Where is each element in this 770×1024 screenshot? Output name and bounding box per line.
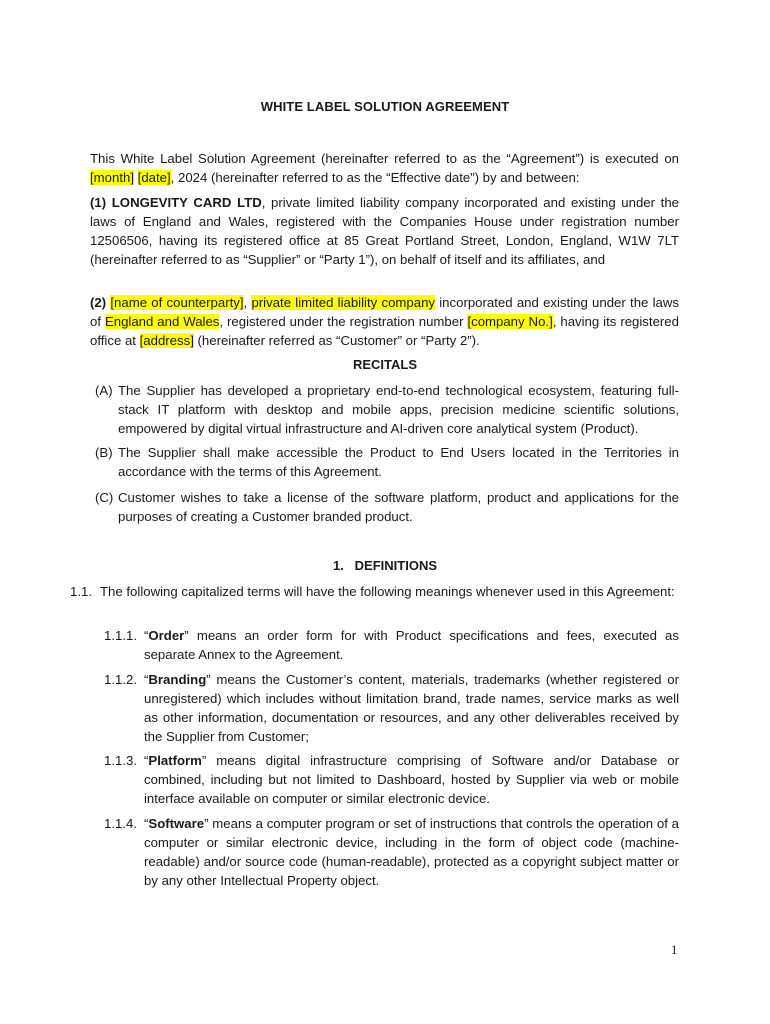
definition-text-block <box>104 626 679 664</box>
definition-term: Platform <box>148 753 202 768</box>
party-2-paragraph <box>90 293 679 350</box>
definition-text: ” means a computer program or set of instructions that controls the operation of a computer or similar electronic device, including in the form of object code (machine-readable) and/or source code (human-readable), protected as a copyright subject matter or by any other Intellectual Property object. <box>144 816 679 888</box>
intro-paragraph <box>90 149 679 187</box>
definition-text-block <box>104 670 679 746</box>
clause-1-1 <box>70 582 679 601</box>
definition-text: ” means digital infrastructure comprising of Software and/or Database or combined, including but not limited to Dashboard, hosted by Supplier via web or mobile interface available on computer or similar electronic device. <box>144 753 679 806</box>
intro-text-1: This White Label Solution Agreement (hereinafter referred to as the “Agreement”) is executed on <box>90 151 679 166</box>
page-number: 1 <box>671 942 678 957</box>
definition-number: 1.1.1. <box>104 628 137 643</box>
definition-text: ” means the Customer’s content, materials, trademarks (whether registered or unregistered) which includes without limitation brand, trade names, service marks as well as other information, documentation or resources, and any other deliverables received by the Supplier from Customer; <box>144 672 679 744</box>
recital-item <box>95 381 679 438</box>
definition-term: Order <box>148 628 185 643</box>
definition-open-quote: “ <box>144 753 149 768</box>
definition-item <box>104 670 679 746</box>
recital-item <box>95 488 679 526</box>
recitals-heading: RECITALS <box>352 357 418 372</box>
party-2-text-2: , <box>243 295 252 310</box>
definition-open-quote: “ <box>144 628 149 643</box>
definition-text-block <box>104 751 679 808</box>
party-2-text-3: incorporated and existing under the laws of <box>90 295 680 329</box>
recital-text: The Supplier shall make accessible the Product to End Users located in the Territories in accordance with the terms of this Agreement. <box>118 445 679 479</box>
definition-number: 1.1.2. <box>104 672 137 687</box>
party-2-text-4: , registered under the registration number <box>219 314 468 329</box>
recital-item <box>95 443 679 481</box>
clause-number: 1.1. <box>70 584 92 599</box>
recital-label: (C) <box>95 490 114 505</box>
placeholder-counterparty-name: [name of counterparty] <box>110 295 244 310</box>
definition-item <box>104 814 679 890</box>
recital-label: (A) <box>95 383 113 398</box>
placeholder-company-number: [company No.] <box>467 314 553 329</box>
party-1-text: , private limited liability company incorporated and existing under the laws of England and Wales, registered with the Companies House under registration number 12506506, having its registered office at 85 Great Portland Street, London, England, W1W 7LT (hereinafter referred to as “Supplier” or “Party 1”), on behalf of itself and its affiliates, and <box>90 195 679 267</box>
definition-number: 1.1.3. <box>104 753 137 768</box>
placeholder-month: [month] <box>90 170 134 185</box>
definition-item <box>104 626 679 664</box>
party-1-label: (1) LONGEVITY CARD LTD <box>90 195 262 210</box>
definition-text: ” means an order form for with Product specifications and fees, executed as separate Annex to the Agreement. <box>144 628 679 662</box>
definition-open-quote: “ <box>144 816 149 831</box>
intro-text-3: , 2024 (hereinafter referred to as the “Effective date”) by and between: <box>170 170 580 185</box>
definition-number: 1.1.4. <box>104 816 137 831</box>
placeholder-company-type: private limited liability company <box>251 295 435 310</box>
definitions-heading: 1. DEFINITIONS <box>332 558 437 573</box>
clause-text: The following capitalized terms will have the following meanings whenever used in this Agreement: <box>100 584 675 599</box>
document-title: WHITE LABEL SOLUTION AGREEMENT <box>260 99 510 114</box>
definition-term: Software <box>148 816 205 831</box>
party-2-label: (2) <box>90 295 107 310</box>
party-2-text-5: , having its registered office at <box>90 314 679 348</box>
party-1-paragraph <box>90 193 679 269</box>
definition-open-quote: “ <box>144 672 149 687</box>
recital-text: Customer wishes to take a license of the software platform, product and applications for the purposes of creating a Customer branded product. <box>118 490 679 524</box>
placeholder-date: [date] <box>137 170 171 185</box>
definition-text-block <box>104 814 679 890</box>
placeholder-jurisdiction: England and Wales <box>104 314 220 329</box>
recital-text: The Supplier has developed a proprietary end-to-end technological ecosystem, featuring full-stack IT platform with desktop and mobile apps, precision medicine scientific solutions, empowered by digital virtual infrastructure and AI-driven core analytical system (Product). <box>118 383 679 436</box>
definition-item <box>104 751 679 808</box>
placeholder-address: [address] <box>139 333 194 348</box>
party-2-text-6: (hereinafter referred as “Customer” or “Party 2”). <box>193 333 480 348</box>
definition-term: Branding <box>148 672 207 687</box>
recital-label: (B) <box>95 445 113 460</box>
